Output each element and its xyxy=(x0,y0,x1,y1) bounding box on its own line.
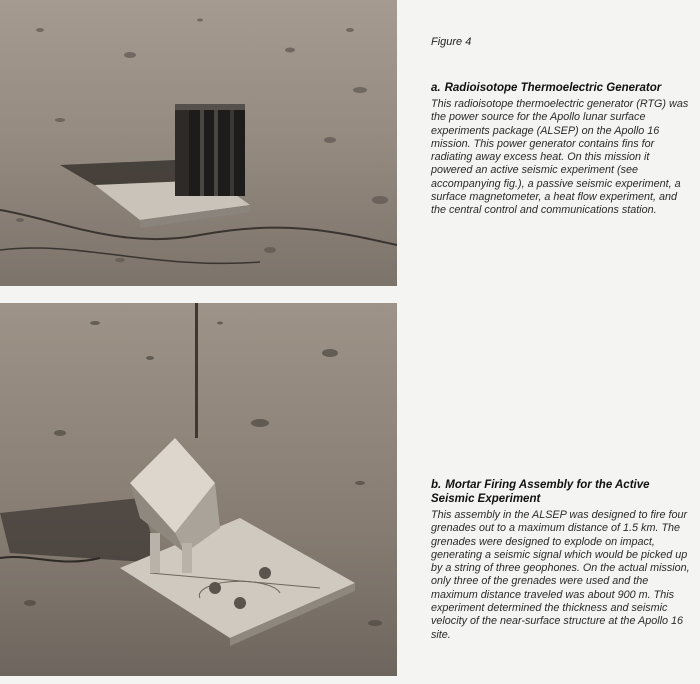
caption-section-b xyxy=(431,478,691,642)
caption-heading-b: Mortar Firing Assembly for the Active Seismic Experiment xyxy=(431,479,650,505)
rtg-photo-image xyxy=(0,0,397,286)
mortar-assembly-photo-image xyxy=(0,303,397,676)
figure-label: Figure 4 xyxy=(431,36,472,48)
caption-heading-a: Radioisotope Thermoelectric Generator xyxy=(444,82,662,94)
mortar-assembly-photo xyxy=(0,303,397,676)
caption-body-b: This assembly in the ALSEP was designed to fire four grenades out to a maximum distance of 1.5 km. The grenades were designed to explode on impact, generating a seismic signal which would be picked up by a string of three geophones. On the actual mission, only three of the grenades were used and the maximum distance traveled was about 900 m. This experiment determined the thickness and seismic velocity of the near-surface structure at the Apollo 16 site. xyxy=(431,509,690,641)
caption-letter-a: a. xyxy=(431,82,441,94)
rtg-photo xyxy=(0,0,397,286)
caption-letter-b: b. xyxy=(431,479,442,491)
caption-section-a xyxy=(431,81,691,218)
caption-title-b xyxy=(431,478,691,506)
caption-title-a xyxy=(431,81,691,95)
caption-body-a: This radioisotope thermoelectric generator (RTG) was the power source for the Apollo lunar surface experiments package (ALSEP) on the Apollo 16 mission. This power generator contains fins for radiating away excess heat. On this mission it powered an active seismic experiment (see accompanying fig.), a passive seismic experiment, a surface magnetometer, a heat flow experiment, and the central control and communications station. xyxy=(431,98,689,217)
